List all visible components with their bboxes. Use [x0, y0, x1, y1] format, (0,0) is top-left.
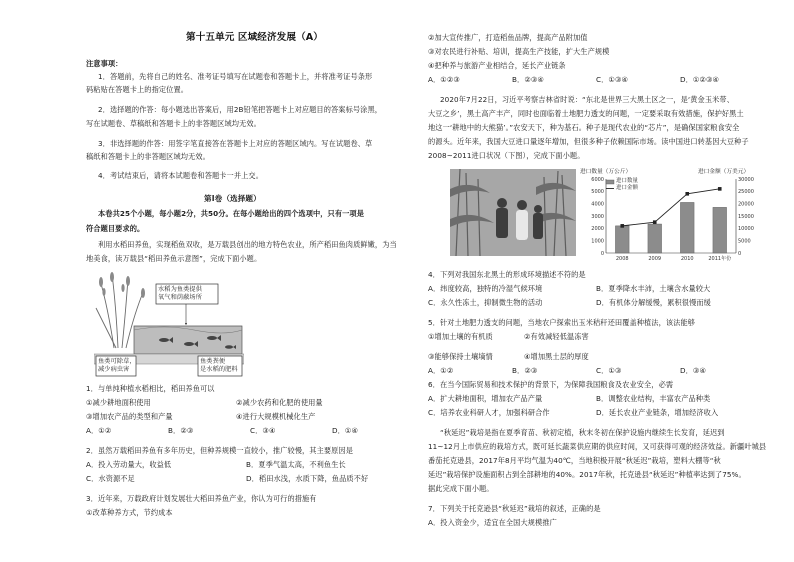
question-choice: C．①③: [596, 366, 622, 375]
question-choice: D．稻田水浅，水质下降，鱼品质不好: [246, 474, 369, 483]
question-option: ②减少农药和化肥的使用量: [236, 398, 323, 407]
question-choice: D．①②③④: [680, 75, 720, 84]
chart-legend-bar-swatch: [606, 180, 614, 184]
note-line: 码粘贴在答题卡上的指定位置。: [86, 85, 189, 94]
chart-line-series: [622, 189, 720, 226]
passage-line: 大豆之乡’，黑土高产丰产，同时也面临着土地肥力透支的问题，一定要采取有效措施，保护好黑土: [428, 109, 744, 118]
question-choice: A．①②③: [428, 75, 460, 84]
section-intro: 本卷共25个小题，每小题2分，共50分。在每小题给出的四个选项中，只有一项是: [98, 209, 364, 218]
question-stem: 6．在当今国际贸易和技术保护的背景下，为保障我国粮食及农业安全，必需: [428, 380, 674, 389]
question-stem: 3．近年来，万载政府计划发展壮大稻田养鱼产业，你认为可行的措施有: [86, 494, 317, 503]
question-stem: 1．与单纯种植水稻相比，稻田养鱼可以: [86, 384, 215, 393]
question-option: ①改革种养方式，节约成本: [86, 508, 173, 517]
question-choice: B．②③: [168, 426, 194, 435]
chart-left-tick-label: 6000: [591, 176, 604, 183]
question-choice: B．夏季气温太高，不利鱼生长: [246, 460, 346, 469]
question-choice: D．有机体分解缓慢，累积很慢而缓: [596, 298, 711, 307]
question-stem: 2．虽然万载稻田养鱼有多年历史，但种养规模一直较小，推广较慢，其主要原因是: [86, 446, 354, 455]
chart-right-tick-label: 25000: [738, 189, 754, 196]
chart-right-tick-label: 10000: [738, 226, 754, 233]
note-line: 4．考试结束后，请将本试题卷和答题卡一并上交。: [98, 171, 264, 180]
chart-line-point: [620, 224, 624, 228]
page-title: 第十五单元 区域经济发展（A）: [186, 32, 323, 43]
chart-svg: [580, 169, 766, 263]
passage-line: 地美食，读万载县“稻田养鱼示意图”，完成下面小题。: [86, 254, 262, 263]
chart-line-point: [685, 192, 689, 196]
question-option: ④增加黑土层的厚度: [524, 352, 589, 361]
section-intro: 符合题目要求的。: [86, 224, 145, 233]
chart-right-tick-label: 15000: [738, 213, 754, 220]
cornfield-photo: [450, 169, 576, 256]
cornfield-photo-image: [450, 169, 576, 256]
chart-line-point: [718, 187, 722, 191]
chart-left-tick-label: 4000: [591, 201, 604, 208]
question-choice: A．纬度较高，独特的冷湿气候环境: [428, 284, 543, 293]
question-stem: 5．针对土地肥力透支的问题，当地农户探索出玉米秸秆还田覆盖种植法，该法能够: [428, 318, 696, 327]
question-choice: B．②③④: [512, 75, 544, 84]
chart-right-tick-label: 20000: [738, 201, 754, 208]
passage-line: 2020年7月22日，习近平考察吉林省时说：“东北是世界三大黑土区之一，是‘黄金玉米带、: [440, 95, 734, 104]
chart-left-axis-label: 进口数量（万公斤）: [580, 169, 632, 175]
question-option: ④把种养与旅游产业相结合，延长产业链条: [428, 61, 566, 70]
question-choice: A．投入劳动量大，收益低: [86, 460, 172, 469]
chart-x-tick-label: 2009: [648, 256, 662, 262]
chart-x-tick-label: 2011年份: [708, 256, 732, 262]
chart-line-point: [653, 220, 657, 224]
soybean-import-chart: [580, 169, 766, 263]
chart-bar: [648, 224, 662, 253]
diagram-label-top: 水稻为鱼类提供: [158, 286, 203, 293]
question-option: ①增加土壤的有机质: [428, 332, 493, 341]
chart-legend-bar: 进口数量: [616, 178, 638, 184]
passage-line: 据此完成下面小题。: [428, 484, 494, 493]
question-option: ④进行大规模机械化生产: [236, 412, 316, 421]
question-choice: C．培养农业科研人才，加强科研合作: [428, 408, 550, 417]
chart-x-tick-label: 2008: [615, 256, 629, 262]
chart-right-axis-label: 进口金额（万美元）: [698, 169, 750, 175]
chart-x-tick-label: 2010: [680, 256, 694, 262]
passage-line: 延迟”栽培保护设施面积占到全部耕地的40%。2017年秋，托克逊县“秋延迟”种植率达到了75%。: [428, 470, 746, 479]
passage-line: 利用水稻田养鱼，实现稻鱼双收，是万载县创出的地方特色农业，所产稻田鱼肉质鲜嫩，为当: [98, 240, 397, 249]
question-choice: B．调整农业结构，丰富农产品种类: [596, 394, 711, 403]
note-line: 2．选择题的作答：每小题选出答案后，用2B铅笔把答题卡上对应题目的答案标号涂黑，: [98, 105, 383, 114]
question-choice: D．①④: [332, 426, 359, 435]
section-title: 第Ⅰ卷（选择题）: [204, 194, 261, 203]
chart-bar: [680, 202, 694, 253]
diagram-label-right: 是水稻的肥料: [200, 366, 238, 373]
question-option: ②有效减轻低温冻害: [524, 332, 589, 341]
chart-left-tick-label: 5000: [591, 189, 604, 196]
diagram-label-left: 鱼类可除草，: [98, 358, 136, 365]
diagram-label-top: 氧气和荫蔽场所: [158, 294, 203, 301]
chart-bar: [615, 226, 629, 253]
chart-right-tick-label: 30000: [738, 176, 754, 183]
note-line: 写在试题卷、草稿纸和答题卡上的非答题区域均无效。: [86, 119, 261, 128]
chart-left-tick-label: 0: [600, 250, 604, 257]
chart-legend-line: 进口金额: [616, 185, 638, 191]
question-choice: C．③④: [250, 426, 276, 435]
question-choice: D．③④: [680, 366, 707, 375]
passage-line: 的源头。近年来，我国大豆进口量逐年增加，但很多种子依赖国际市场。读中国进口转基因大豆种子: [428, 137, 749, 146]
question-option: ②加大宣传推广，打造稻鱼品牌，提高产品附加值: [428, 33, 588, 42]
question-option: ①减少耕地面积使用: [86, 398, 151, 407]
question-choice: C．水资源不足: [86, 474, 135, 483]
notice-title: 注意事项：: [86, 59, 123, 68]
question-choice: D．延长农业产业链条，增加经济收入: [596, 408, 719, 417]
chart-left-tick-label: 1000: [591, 238, 604, 245]
question-stem: 7．下列关于托克逊县“秋延迟”栽培的叙述，正确的是: [428, 504, 601, 513]
question-choice: A．扩大耕地面积，增加农产品产量: [428, 394, 543, 403]
diagram-label-right: 鱼类粪便: [200, 358, 226, 365]
chart-left-tick-label: 3000: [591, 213, 604, 220]
passage-line: 番茄托克逊县，2017年8月平均气温为40℃，当地积极开展“秋延迟”栽培，塑料大棚等“秋: [428, 456, 721, 465]
question-choice: A．投入资金少，适宜在全国大规模推广: [428, 518, 557, 527]
chart-right-tick-label: 5000: [738, 238, 751, 245]
question-choice: A．①②: [428, 366, 454, 375]
note-line: 3．非选择题的作答：用签字笔直接答在答题卡上对应的答题区域内。写在试题卷、草: [98, 139, 373, 148]
question-stem: 4．下列对我国东北黑土的形成环境描述不符的是: [428, 270, 586, 279]
chart-left-tick-label: 2000: [591, 226, 604, 233]
diagram-label-left: 减少病虫害: [98, 366, 130, 373]
note-line: 稿纸和答题卡上的非答题区域均无效。: [86, 152, 210, 161]
question-choice: C．①③④: [596, 75, 629, 84]
passage-line: “秋延迟”栽培是指在夏季育苗、秋初定植，秋末冬初在保护设施内继续生长发育，延迟到: [440, 428, 725, 437]
question-choice: B．②③: [512, 366, 538, 375]
question-choice: C．永久性冻土，抑制微生物的活动: [428, 298, 543, 307]
passage-line: 地这一‘耕地中的大熊猫’。”农安天下，种为基石。种子是现代农业的“芯片”，是确保国家粮食安全: [428, 123, 740, 132]
note-line: 1．答题前，先将自己的姓名、准考证号填写在试题卷和答题卡上，并将准考证号条形: [98, 72, 373, 81]
question-choice: A．①②: [86, 426, 112, 435]
question-option: ③对农民进行补贴、培训，提高生产技能，扩大生产规模: [428, 47, 610, 56]
question-option: ③能够保持土壤墒情: [428, 352, 493, 361]
question-choice: B．夏季降水丰沛，土壤含水量较大: [596, 284, 711, 293]
chart-bar: [713, 207, 727, 253]
passage-line: 2008~2011进口状况（下图），完成下面小题。: [428, 151, 585, 160]
question-option: ③增加农产品的类型和产量: [86, 412, 173, 421]
passage-line: 11~12月上市供应的栽培方式，既可延长蔬菜供应期的供应时间，又可获得可观的经济效益。新疆叶城县: [428, 442, 767, 451]
rice-fish-diagram: [94, 268, 244, 378]
chart-right-tick-label: 0: [738, 250, 742, 257]
